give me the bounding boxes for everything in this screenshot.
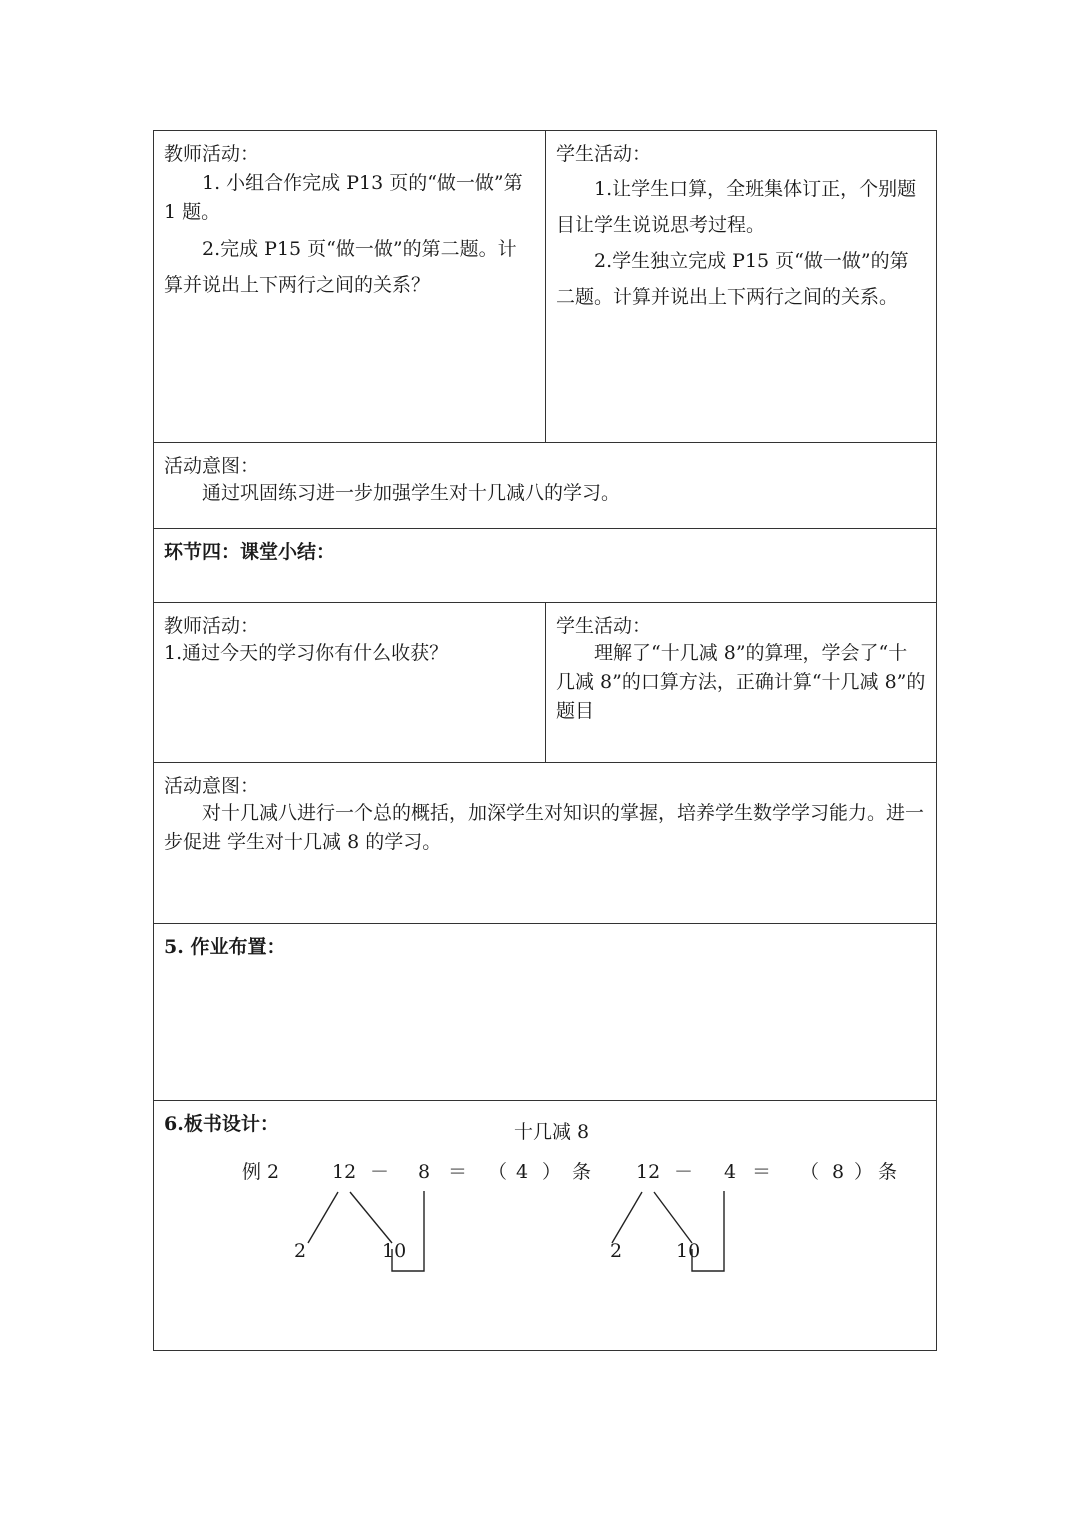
split-part-right: 10 [676,1240,701,1262]
board-design-row [154,1101,936,1350]
stage-four-cell [154,529,936,602]
stage-four-title: 环节四：课堂小结： [164,541,336,563]
homework-title: 5. 作业布置： [164,936,286,958]
board-design-diagram [154,1101,936,1350]
activity-intent-row-1 [154,443,936,529]
student-activity-text: 理解了“十几减 8”的算理，学会了“十几减 8”的口算方法，正确计算“十几减 8”的题目 [556,642,926,722]
split-part-left: 2 [294,1240,307,1262]
stage-four-row [154,529,936,603]
split-line-left [612,1192,642,1243]
split-line-right [350,1192,392,1243]
right-paren: ） [854,1161,874,1183]
teacher-activity-heading: 教师活动： [164,615,260,637]
lesson-plan-table [153,130,937,1351]
activity-row-1 [154,131,936,443]
subtrahend: 8 [418,1161,431,1183]
student-activity-cell [546,131,936,442]
activity-row-2 [154,603,936,763]
activity-intent-heading: 活动意图： [164,455,260,477]
board-subtitle: 十几减 8 [514,1121,590,1143]
activity-intent-cell [154,763,936,923]
minuend: 12 [636,1161,661,1183]
left-paren: （ [800,1161,820,1183]
student-activity-item: 1.让学生口算，全班集体订正，个别题目让学生说说思考过程。 [556,178,917,236]
student-activity-heading: 学生活动： [556,615,652,637]
activity-intent-row-2 [154,763,936,924]
student-activity-item: 2.学生独立完成 P15 页“做一做”的第二题。计算并说出上下两行之间的关系。 [556,250,909,308]
answer: 4 [516,1161,529,1183]
left-paren: （ [488,1161,508,1183]
teacher-activity-item: 2.完成 P15 页“做一做”的第二题。计算并说出上下两行之间的关系？ [164,238,517,296]
homework-row [154,924,936,1101]
activity-intent-heading: 活动意图： [164,775,260,797]
equals-sign: ＝ [448,1161,468,1183]
subtrahend: 4 [724,1161,737,1183]
minuend: 12 [332,1161,357,1183]
student-activity-heading: 学生活动： [556,143,652,165]
equals-sign: ＝ [752,1161,772,1183]
answer: 8 [832,1161,845,1183]
minus-sign: － [674,1161,694,1183]
split-part-left: 2 [610,1240,623,1262]
teacher-activity-text: 1.通过今天的学习你有什么收获？ [164,642,449,664]
split-line-left [308,1192,338,1243]
teacher-activity-cell [154,131,546,442]
teacher-activity-cell [154,603,546,762]
unit-label: 条 [878,1161,898,1183]
teacher-activity-heading: 教师活动： [164,143,260,165]
board-design-title: 6.板书设计： [164,1113,279,1135]
example-label: 例 2 [242,1161,280,1183]
unit-label: 条 [572,1161,592,1183]
split-part-right: 10 [382,1240,407,1262]
split-line-right [654,1192,692,1243]
homework-cell [154,924,936,1100]
right-paren: ） [542,1161,562,1183]
activity-intent-cell [154,443,936,528]
teacher-activity-item: 1. 小组合作完成 P13 页的“做一做”第 1 题。 [164,172,523,223]
student-activity-cell [546,603,936,762]
minus-sign: － [370,1161,390,1183]
activity-intent-text: 通过巩固练习进一步加强学生对十几减八的学习。 [202,482,621,504]
activity-intent-text: 对十几减八进行一个总的概括，加深学生对知识的掌握，培养学生数学学习能力。进一步促进 学生对十几减 8 的学习。 [164,802,925,853]
